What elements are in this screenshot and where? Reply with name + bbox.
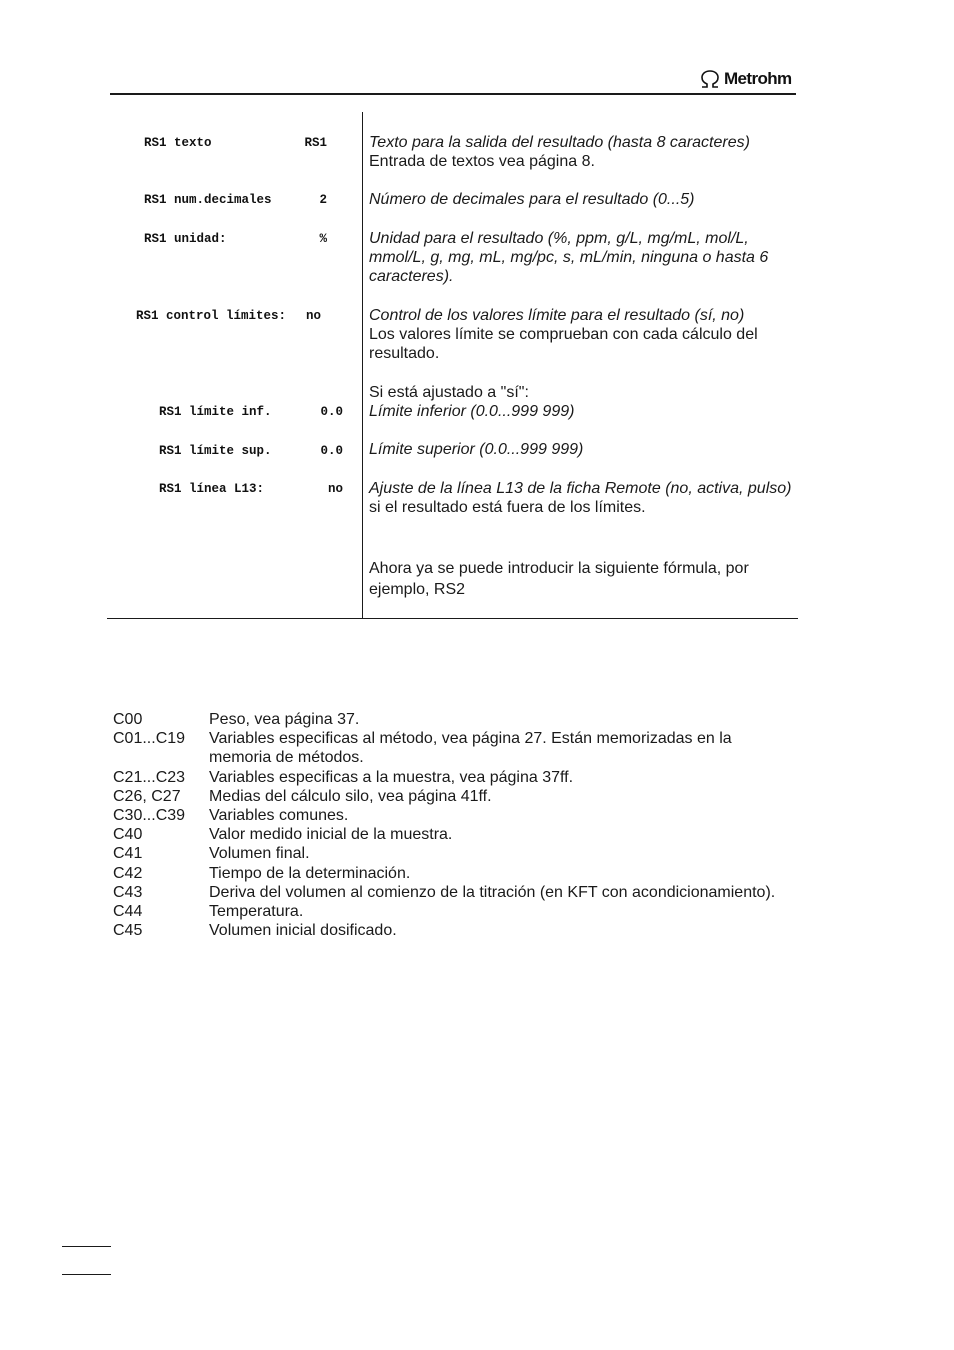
- param-value: 0.0: [320, 444, 343, 458]
- variable-code: C43: [113, 883, 143, 901]
- variable-code: C01...C19: [113, 730, 186, 748]
- variable-description: Medias del cálculo silo, vea página 41ff.: [209, 787, 492, 805]
- param-name: RS1 unidad:: [144, 232, 227, 246]
- variable-description: Deriva del volumen al comienzo de la titración (en KFT con acondicionamiento).: [209, 883, 776, 901]
- param-desc-normal: si el resultado está fuera de los límites.: [369, 499, 646, 517]
- footer-rule-top: [62, 1246, 111, 1247]
- param-name: RS1 límite inf.: [159, 405, 272, 419]
- param-description: [369, 306, 799, 364]
- table-bottom-rule: [107, 618, 798, 619]
- param-desc-italic: Texto para la salida del resultado (hasta 8 caracteres): [369, 134, 750, 151]
- param-description: [369, 440, 799, 459]
- param-description: [369, 190, 799, 209]
- param-desc-italic: Ajuste de la línea L13 de la ficha Remote (no, activa, pulso): [369, 480, 792, 497]
- variable-row: [113, 729, 793, 767]
- brand-logo: [698, 67, 792, 91]
- param-name: RS1 texto: [144, 136, 212, 150]
- param-description: [369, 133, 799, 171]
- variable-row: [113, 710, 793, 729]
- table-divider: [362, 112, 363, 619]
- omega-icon: [698, 69, 722, 89]
- param-desc-italic: Límite inferior (0.0...999 999): [369, 403, 575, 420]
- param-name: RS1 num.decimales: [144, 193, 272, 207]
- param-value: %: [319, 232, 327, 246]
- variable-row: [113, 768, 793, 787]
- variable-row: [113, 844, 793, 863]
- variable-description: Variables especificas a la muestra, vea página 37ff.: [209, 768, 574, 786]
- variable-description: Volumen inicial dosificado.: [209, 922, 397, 940]
- variables-list: [113, 710, 793, 940]
- param-desc-normal: Entrada de textos vea página 8.: [369, 153, 595, 171]
- variable-code: C26, C27: [113, 787, 181, 805]
- variable-row: [113, 825, 793, 844]
- param-value: 2: [319, 193, 327, 207]
- variable-row: [113, 902, 793, 921]
- variable-row: [113, 883, 793, 902]
- variable-code: C30...C39: [113, 807, 186, 825]
- variable-row: [113, 864, 793, 883]
- param-value: RS1: [304, 136, 327, 150]
- param-description: [369, 229, 799, 287]
- variable-code: C45: [113, 922, 143, 940]
- variable-code: C40: [113, 826, 143, 844]
- variable-description: Temperatura.: [209, 903, 304, 921]
- param-desc-italic: Límite superior (0.0...999 999): [369, 441, 584, 458]
- variable-row: [113, 806, 793, 825]
- variable-description: Volumen final.: [209, 845, 310, 863]
- variable-code: C42: [113, 864, 143, 882]
- variable-description: Peso, vea página 37.: [209, 711, 360, 728]
- param-desc-normal: Los valores límite se comprueban con cada cálculo del resultado.: [369, 326, 758, 363]
- param-value: 0.0: [320, 405, 343, 419]
- brand-name: Metrohm: [724, 69, 792, 88]
- param-desc-italic: Control de los valores límite para el resultado (sí, no): [369, 307, 745, 324]
- variable-row: [113, 787, 793, 806]
- param-condition-note: Si está ajustado a "sí":: [369, 384, 529, 401]
- variable-code: C44: [113, 903, 143, 921]
- variable-code: C00: [113, 711, 143, 728]
- variable-description: Tiempo de la determinación.: [209, 864, 411, 882]
- param-name: RS1 límite sup.: [159, 444, 272, 458]
- param-desc-italic: Número de decimales para el resultado (0...5): [369, 191, 695, 208]
- variable-description: Variables especificas al método, vea página 27. Están memorizadas en la memoria de métodos.: [209, 730, 732, 767]
- param-desc-italic: Unidad para el resultado (%, ppm, g/L, mg/mL, mol/L, mmol/L, g, mg, mL, mg/pc, s, mL/min, ninguna o hasta 6 caracteres).: [369, 230, 769, 286]
- variable-code: C41: [113, 845, 143, 863]
- header-rule: [110, 93, 796, 95]
- variable-description: Valor medido inicial de la muestra.: [209, 826, 453, 844]
- param-description: [369, 402, 799, 421]
- closing-note: Ahora ya se puede introducir la siguiente fórmula, por ejemplo, RS2: [369, 560, 749, 598]
- param-name: RS1 línea L13:: [159, 482, 265, 496]
- param-value: no: [305, 309, 321, 323]
- variable-code: C21...C23: [113, 768, 186, 786]
- param-name: RS1 control límites:: [136, 309, 287, 323]
- param-value: no: [327, 482, 343, 496]
- param-description: [369, 479, 799, 517]
- variable-row: [113, 921, 793, 940]
- footer-rule-bottom: [62, 1274, 111, 1275]
- variable-description: Variables comunes.: [209, 807, 349, 825]
